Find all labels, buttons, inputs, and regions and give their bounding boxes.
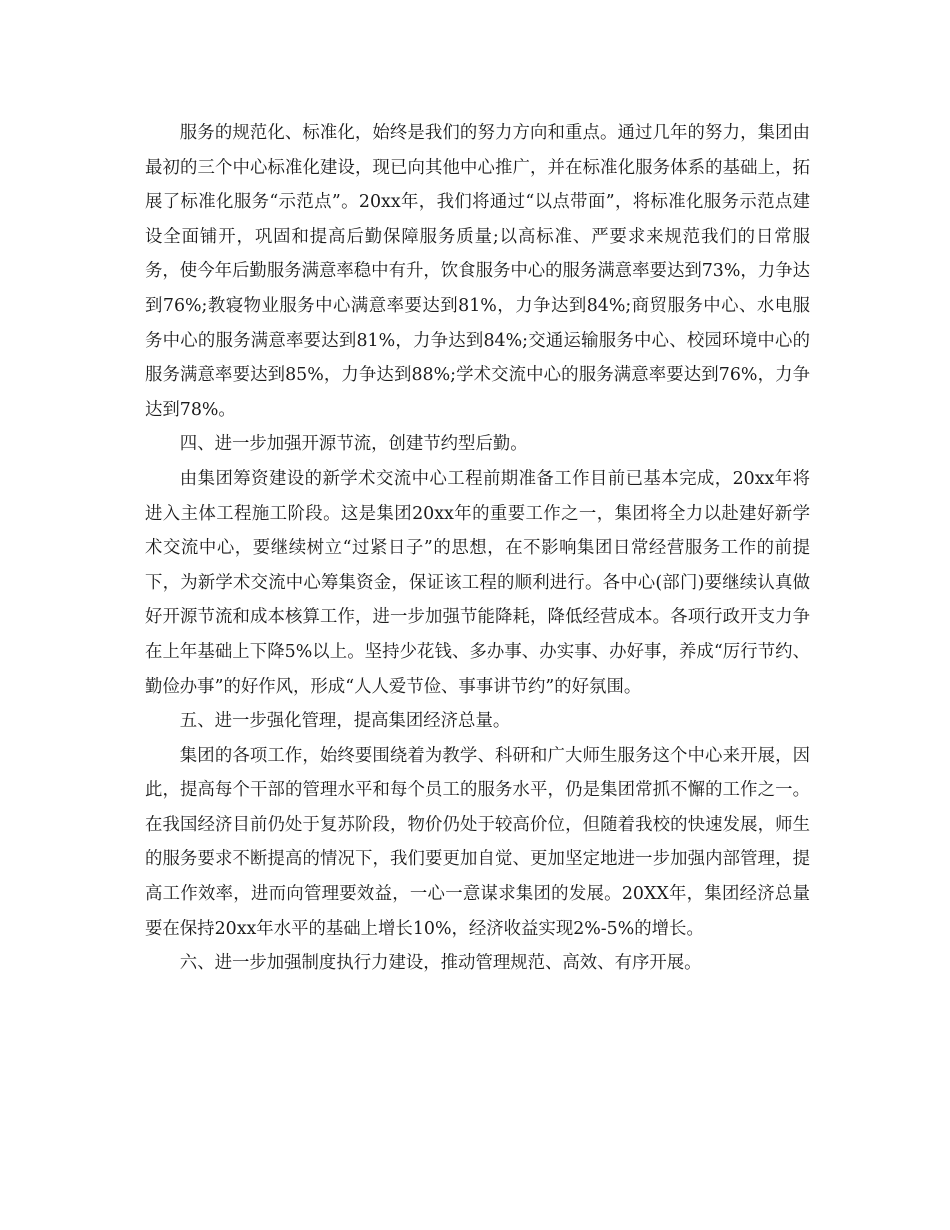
paragraph-cost-saving: 由集团筹资建设的新学术交流中心工程前期准备工作目前已基本完成，20xx年将进入主体工程施工阶段。这是集团20xx年的重要工作之一，集团将全力以赴建好新学术交流中心，要继续树立“过紧日子”的思想，在不影响集团日常经营服务工作的前提下，为新学术交流中心筹集资金，保证该工程的顺利进行。各中心(部门)要继续认真做好开源节流和成本核算工作，进一步加强节能降耗，降低经营成本。各项行政开支力争在上年基础上下降5%以上。坚持少花钱、多办事、办实事、办好事，养成“厉行节约、勤俭办事”的好作风，形成“人人爱节俭、事事讲节约”的好氛围。 [145, 468, 810, 697]
document-body [145, 116, 810, 981]
section-heading-six: 六、进一步加强制度执行力建设，推动管理规范、高效、有序开展。 [179, 953, 702, 974]
section-heading-five: 五、进一步强化管理，提高集团经济总量。 [179, 711, 511, 732]
paragraph-management: 集团的各项工作，始终要围绕着为教学、科研和广大师生服务这个中心来开展，因此，提高每个干部的管理水平和每个员工的服务水平，仍是集团常抓不懈的工作之一。在我国经济目前仍处于复苏阶段，物价仍处于较高价位，但随着我校的快速发展，师生的服务要求不断提高的情况下，我们要更加自觉、更加坚定地进一步加强内部管理，提高工作效率，进而向管理要效益，一心一意谋求集团的发展。20XX年，集团经济总量要在保持20xx年水平的基础上增长10%，经济收益实现2%-5%的增长。 [145, 745, 810, 939]
paragraph-service-standardization: 服务的规范化、标准化，始终是我们的努力方向和重点。通过几年的努力，集团由最初的三个中心标准化建设，现已向其他中心推广，并在标准化服务体系的基础上，拓展了标准化服务“示范点”。20xx年，我们将通过“以点带面”，将标准化服务示范点建设全面铺开，巩固和提高后勤保障服务质量;以高标准、严要求来规范我们的日常服务，使今年后勤服务满意率稳中有升，饮食服务中心的服务满意率要达到73%，力争达到76%;教寝物业服务中心满意率要达到81%，力争达到84%;商贸服务中心、水电服务中心的服务满意率要达到81%，力争达到84%;交通运输服务中心、校园环境中心的服务满意率要达到85%，力争达到88%;学术交流中心的服务满意率要达到76%，力争达到78%。 [145, 123, 810, 420]
section-heading-four: 四、进一步加强开源节流，创建节约型后勤。 [179, 434, 528, 455]
